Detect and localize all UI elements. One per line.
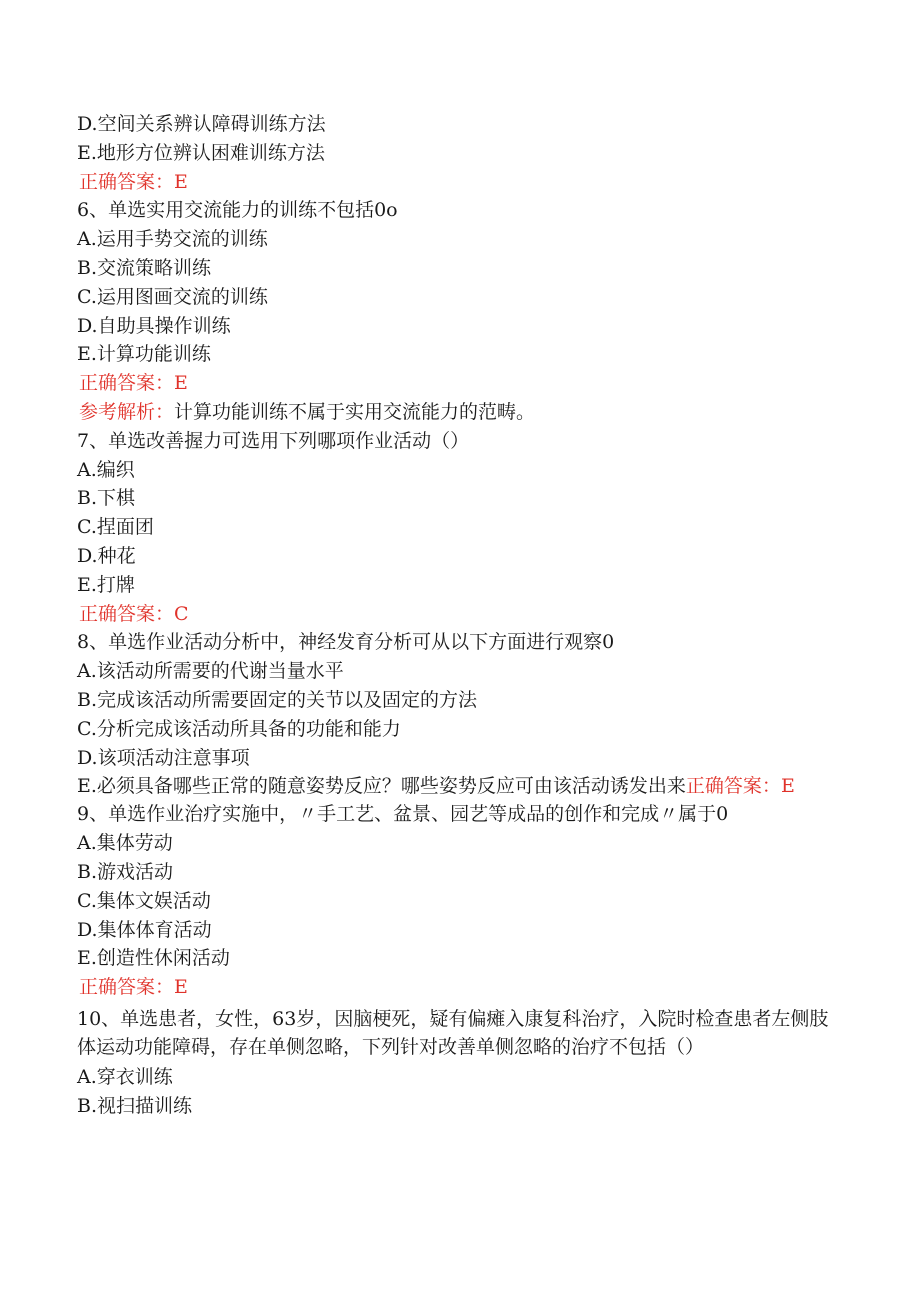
answer-value: E [174, 372, 188, 395]
analysis-text: 计算功能训练不属于实用交流能力的范畴。 [174, 400, 536, 423]
q6-option-c: C.运用图画交流的训练 [77, 285, 268, 308]
q8-option-e-with-answer [77, 772, 847, 800]
q6-answer [79, 369, 847, 398]
q9-answer [79, 973, 847, 1002]
q10-option-a: A.穿衣训练 [77, 1065, 173, 1088]
analysis-label: 参考解析： [79, 400, 175, 423]
q7-option-b: B.下棋 [77, 487, 136, 510]
q5-option-d: D.空间关系辨认障碍训练方法 [77, 113, 326, 135]
q8-option-a: A.该活动所需要的代谢当量水平 [77, 660, 344, 683]
answer-label: 正确答案： [79, 170, 175, 193]
answer-value: E [174, 976, 188, 999]
answer-value: E [780, 775, 795, 798]
answer-label: 正确答案： [79, 602, 175, 625]
q9-stem: 9、单选作业治疗实施中，〃手工艺、盆景、园艺等成品的创作和完成〃属于0 [77, 803, 729, 826]
answer-label: 正确答案： [685, 775, 781, 798]
answer-value: E [174, 170, 188, 193]
q6-option-e: E.计算功能训练 [77, 343, 211, 366]
q8-option-d: D.该项活动注意事项 [77, 746, 250, 769]
q6-option-a: A.运用手势交流的训练 [77, 228, 268, 251]
answer-label: 正确答案： [79, 976, 175, 999]
q8-stem: 8、单选作业活动分析中，神经发育分析可从以下方面进行观察0 [77, 631, 615, 654]
question-list [77, 110, 847, 1121]
q9-option-e: E.创造性休闲活动 [77, 947, 230, 970]
q6-option-d: D.自助具操作训练 [77, 314, 231, 337]
q5-answer [79, 168, 847, 197]
q6-analysis [79, 398, 847, 427]
answer-value: C [174, 602, 189, 625]
q6-stem: 6、单选实用交流能力的训练不包括0o [77, 199, 398, 222]
q6-option-b: B.交流策略训练 [77, 256, 212, 279]
q7-option-a: A.编织 [77, 458, 135, 481]
q10-stem: 10、单选患者，女性，63岁，因脑梗死，疑有偏瘫入康复科治疗，入院时检查患者左侧肢体运动功能障碍，存在单侧忽略，下列针对改善单侧忽略的治疗不包括（） [77, 1007, 829, 1058]
q8-option-c: C.分析完成该活动所具备的功能和能力 [77, 717, 401, 740]
q9-option-d: D.集体体育活动 [77, 918, 212, 941]
q8-option-e: E.必须具备哪些正常的随意姿势反应？哪些姿势反应可由该活动诱发出来 [77, 775, 686, 798]
q7-option-d: D.种花 [77, 544, 136, 567]
q5-option-e: E.地形方位辨认困难训练方法 [77, 141, 325, 164]
q9-option-a: A.集体劳动 [77, 832, 173, 855]
q8-option-b: B.完成该活动所需要固定的关节以及固定的方法 [77, 688, 478, 711]
q10-option-b: B.视扫描训练 [77, 1094, 193, 1117]
q7-answer [79, 600, 847, 629]
q7-option-e: E.打牌 [77, 573, 135, 596]
q7-stem: 7、单选改善握力可选用下列哪项作业活动（） [77, 429, 470, 452]
answer-label: 正确答案： [79, 372, 175, 395]
q9-option-b: B.游戏活动 [77, 860, 174, 883]
q9-option-c: C.集体文娱活动 [77, 889, 211, 912]
q7-option-c: C.捏面团 [77, 516, 154, 539]
